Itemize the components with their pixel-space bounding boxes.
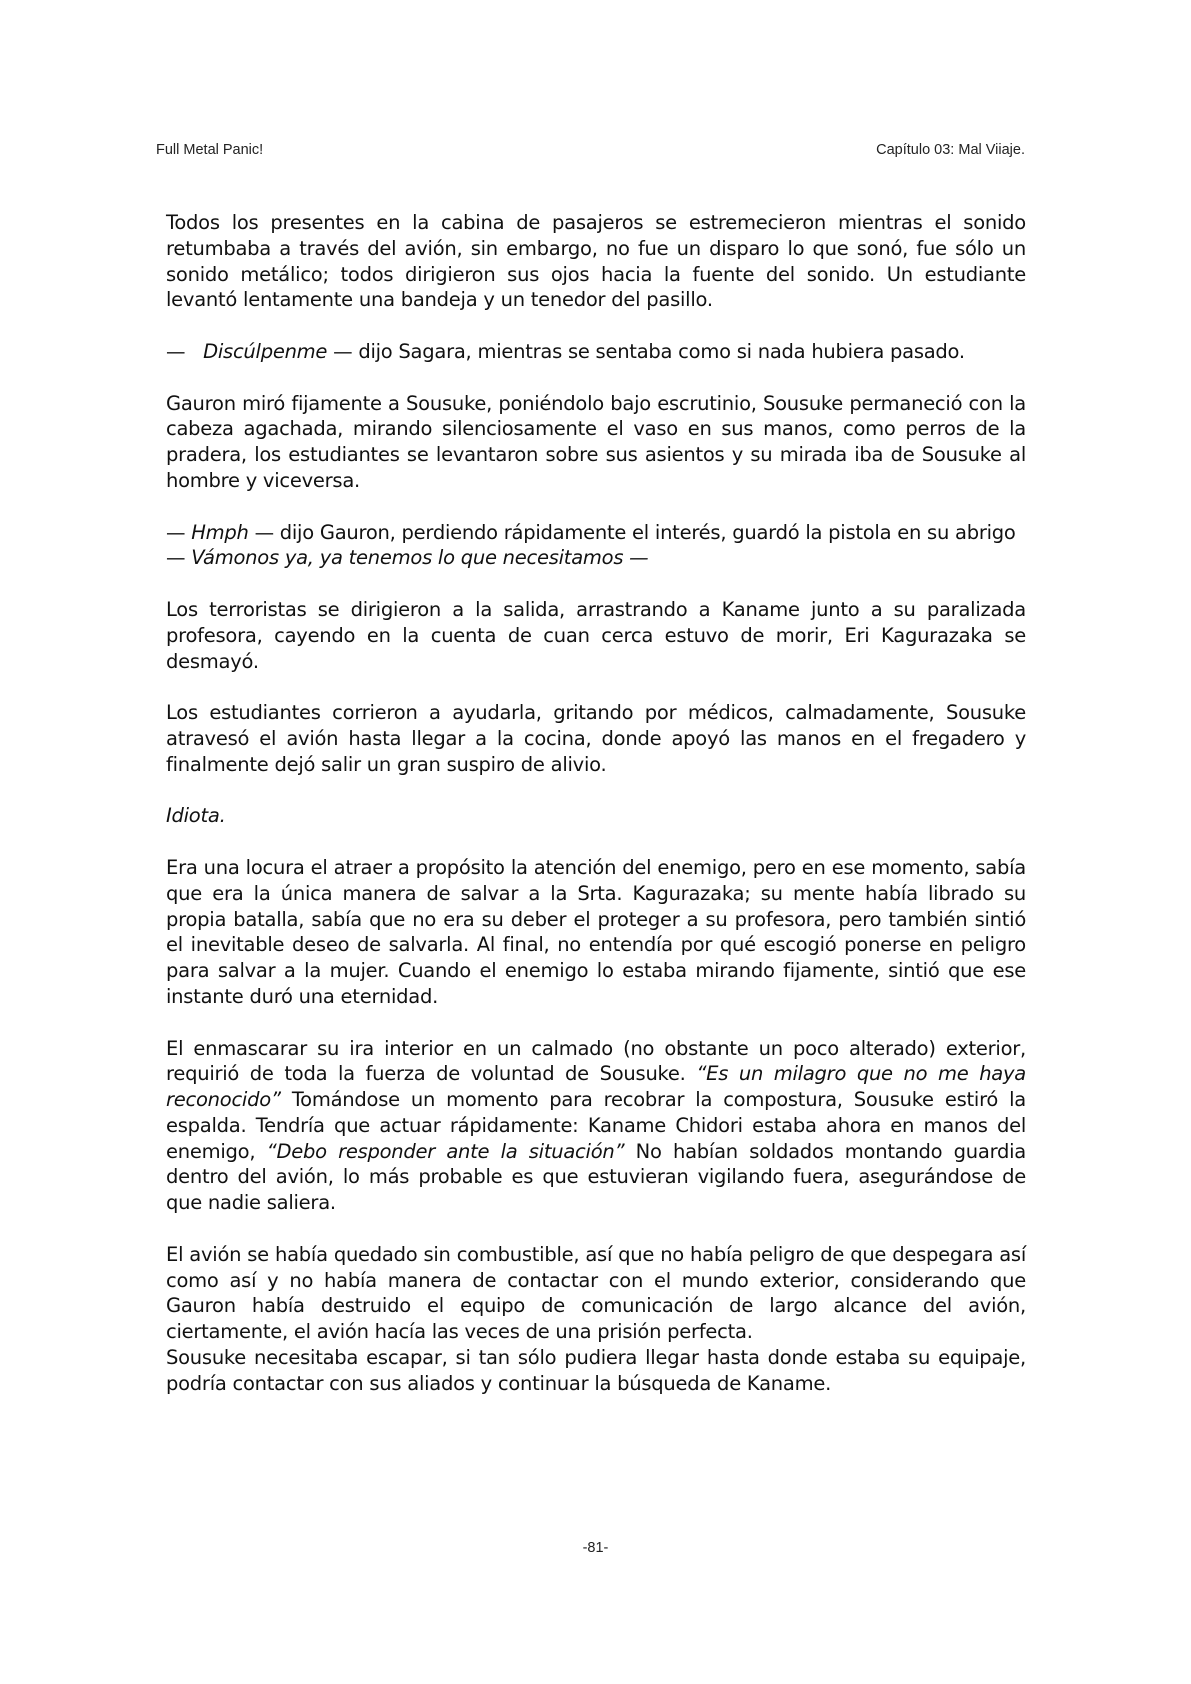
paragraph: Todos los presentes en la cabina de pasajeros se estremecieron mientras el sonido retumbaba a través del avión, sin embargo, no fue un disparo lo que sonó, fue sólo un sonido metálico; todos dirigieron sus ojos hacia la fuente del sonido. Un estudiante levantó lentamente una bandeja y un tenedor del pasillo. (166, 211, 1026, 312)
paragraph: Gauron miró fijamente a Sousuke, poniéndolo bajo escrutinio, Sousuke permaneció con la cabeza agachada, mirando silenciosamente el vaso en sus manos, como perros de la pradera, los estudiantes se levantaron sobre sus asientos y su mirada iba de Sousuke al hombre y viceversa. (166, 391, 1026, 492)
page-header (156, 142, 1025, 158)
dialogue-text: — dijo Gauron, perdiendo rápidamente el interés, guardó la pistola en su abrigo (254, 520, 1016, 544)
paragraph-text: No habían soldados montando guardia dentro del avión, lo más probable es que estuvieran vigilando fuera, asegurándose de que nadie saliera. (166, 1139, 1026, 1215)
dialogue-paragraph (166, 545, 1026, 571)
inner-thought: “Es un milagro que no me haya reconocido” (166, 1062, 1026, 1112)
dialogue-dash: — (166, 520, 186, 544)
paragraph: El avión se había quedado sin combustible, así que no había peligro de que despegara así como así y no había manera de contactar con el mundo exterior, considerando que Gauron había destruido el equipo de comunicación de largo alcance del avión, ciertamente, el avión hacía las veces de una prisión perfecta. (166, 1242, 1026, 1344)
inner-thought: “Debo responder ante la situación” (266, 1139, 625, 1163)
dialogue-text: — dijo Sagara, mientras se sentaba como si nada hubiera pasado. (333, 339, 965, 363)
dialogue-dash: — (166, 339, 186, 363)
dialogue-italic: Hmph (191, 520, 249, 544)
paragraph (166, 1036, 1026, 1217)
paragraph: Sousuke necesitaba escapar, si tan sólo pudiera llegar hasta donde estaba su equipaje, podría contactar con sus aliados y continuar la búsqueda de Kaname. (166, 1346, 1026, 1395)
chapter-body (166, 210, 1026, 1422)
inner-thought: Idiota. (166, 804, 226, 828)
paragraph (166, 803, 1026, 829)
paragraph: Los terroristas se dirigieron a la salida, arrastrando a Kaname junto a su paralizada profesora, cayendo en la cuenta de cuan cerca estuvo de morir, Eri Kagurazaka se desmayó. (166, 597, 1026, 673)
header-book-title: Full Metal Panic! (156, 142, 264, 158)
header-chapter-title: Capítulo 03: Mal Viiaje. (876, 142, 1025, 158)
dialogue-paragraph (166, 520, 1026, 546)
paragraph-text: El enmascarar su ira interior en un calmado (no obstante un poco alterado) exterior, requirió de toda la fuerza de voluntad de Sousuke. (166, 1036, 1026, 1086)
dialogue-paragraph (166, 339, 1026, 365)
dialogue-italic: Vámonos ya, ya tenemos lo que necesitamos — (191, 546, 649, 570)
paragraph: Era una locura el atraer a propósito la atención del enemigo, pero en ese momento, sabía que era la única manera de salvar a la Srta. Kagurazaka; su mente había librado su propia batalla, sabía que no era su deber el proteger a su profesora, pero también sintió el inevitable deseo de salvarla. Al final, no entendía por qué escogió ponerse en peligro para salvar a la mujer. Cuando el enemigo lo estaba mirando fijamente, sintió que ese instante duró una eternidad. (166, 855, 1026, 1008)
dialogue-dash: — (166, 546, 186, 570)
dialogue-italic: Discúlpenme (203, 339, 328, 363)
page-number: -81- (582, 1540, 609, 1556)
paragraph-text: Tomándose un momento para recobrar la compostura, Sousuke estiró la espalda. Tendría que actuar rápidamente: Kaname Chidori estaba ahora en manos del enemigo, (166, 1088, 1026, 1163)
paragraph: Los estudiantes corrieron a ayudarla, gritando por médicos, calmadamente, Sousuke atravesó el avión hasta llegar a la cocina, donde apoyó las manos en el fregadero y finalmente dejó salir un gran suspiro de alivio. (166, 701, 1026, 776)
